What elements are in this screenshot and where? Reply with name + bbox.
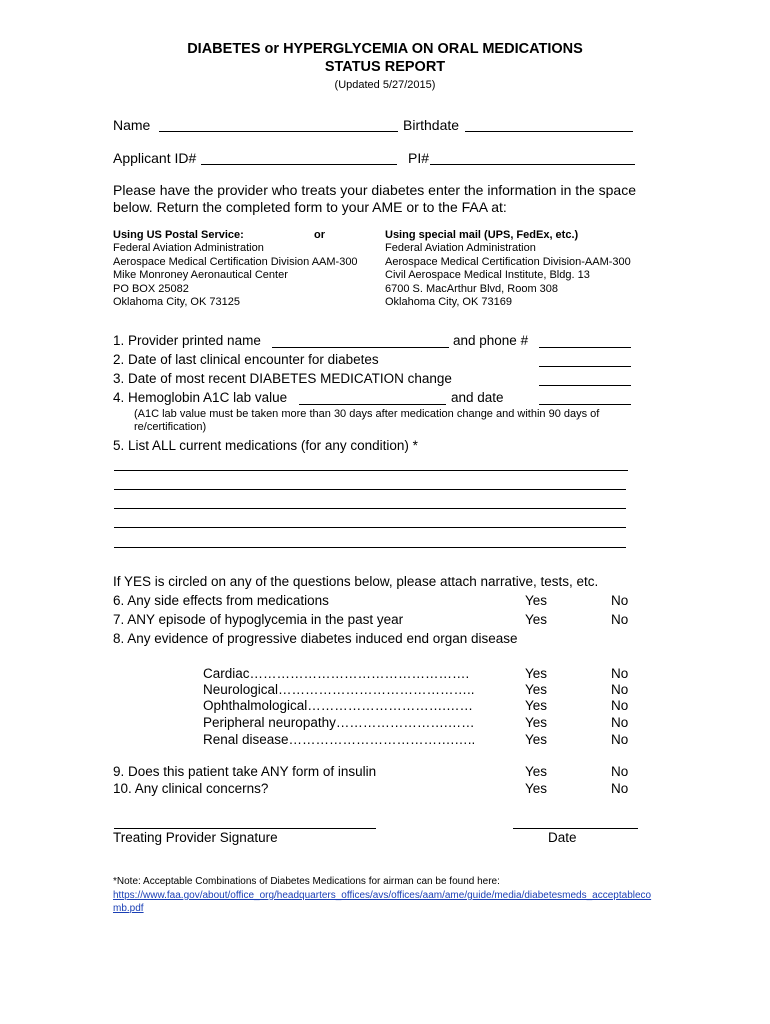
form-title: DIABETES or HYPERGLYCEMIA ON ORAL MEDICATIONS (187, 41, 583, 57)
special-mail-heading: Using special mail (UPS, FedEx, etc.) (385, 229, 579, 241)
provider-name-field[interactable] (272, 347, 449, 348)
faa-link-continued[interactable]: mb.pdf (113, 903, 144, 914)
no-option[interactable]: No (611, 732, 629, 747)
question-4-label: 4. Hemoglobin A1C lab value (113, 390, 288, 405)
birthdate-label: Birthdate (403, 117, 460, 133)
phone-field[interactable] (539, 347, 631, 348)
address-line: Federal Aviation Administration (385, 242, 536, 254)
or-label: or (314, 229, 325, 241)
applicant-id-field[interactable] (201, 164, 397, 165)
address-line: Aerospace Medical Certification Division-AAM-300 (385, 255, 631, 268)
yes-option[interactable]: Yes (525, 781, 548, 796)
faa-link[interactable]: https://www.faa.gov/about/office_org/headquarters_offices/avs/offices/aam/ame/guide/media/diabetesmeds_acceptableco (113, 890, 652, 901)
no-option[interactable]: No (611, 593, 629, 608)
name-field[interactable] (159, 131, 398, 132)
address-line: Oklahoma City, OK 73125 (113, 296, 240, 308)
no-option[interactable]: No (611, 715, 629, 730)
question-5-label: 5. List ALL current medications (for any condition) * (113, 438, 418, 453)
medication-change-field[interactable] (539, 385, 631, 386)
address-line: Civil Aerospace Medical Institute, Bldg. 13 (385, 269, 590, 281)
yes-option[interactable]: Yes (525, 666, 548, 681)
no-option[interactable]: No (611, 698, 629, 713)
question-10-label: 10. Any clinical concerns? (113, 781, 269, 796)
question-3-label: 3. Date of most recent DIABETES MEDICATION change (113, 371, 452, 386)
last-encounter-field[interactable] (539, 366, 631, 367)
a1c-note-line-1: (A1C lab value must be taken more than 30 days after medication change and within 90 days of (134, 408, 600, 420)
yes-option[interactable]: Yes (525, 612, 548, 627)
question-1-label: 1. Provider printed name (113, 333, 261, 348)
a1c-date-field[interactable] (539, 404, 631, 405)
usps-address (113, 242, 358, 310)
no-option[interactable]: No (611, 781, 629, 796)
medication-list-line[interactable] (114, 508, 626, 509)
no-option[interactable]: No (611, 682, 629, 697)
form-subtitle: STATUS REPORT (324, 59, 446, 75)
address-line: PO BOX 25082 (113, 282, 189, 295)
special-address (385, 242, 631, 310)
applicant-id-label: Applicant ID# (113, 150, 197, 166)
medication-list-line[interactable] (114, 470, 628, 471)
intro-line-2: below. Return the completed form to your AME or to the FAA at: (113, 199, 507, 215)
medication-list-line[interactable] (114, 527, 626, 528)
phone-label: and phone # (453, 333, 529, 348)
yes-instruction: If YES is circled on any of the questions below, please attach narrative, tests, etc. (113, 574, 599, 589)
question-7-label: 7. ANY episode of hypoglycemia in the past year (113, 612, 404, 627)
yes-option[interactable]: Yes (525, 715, 548, 730)
address-line: 6700 S. MacArthur Blvd, Room 308 (385, 282, 559, 295)
medication-list-line[interactable] (114, 489, 626, 490)
usps-heading: Using US Postal Service: (113, 229, 244, 241)
date-label: Date (548, 830, 577, 845)
organ-cardiac: Cardiac…………………………………………. (203, 666, 470, 681)
no-option[interactable]: No (611, 666, 629, 681)
yes-option[interactable]: Yes (525, 682, 548, 697)
question-6-label: 6. Any side effects from medications (113, 593, 329, 608)
signature-label: Treating Provider Signature (113, 830, 278, 845)
pi-label: PI# (408, 150, 430, 166)
signature-date-field[interactable] (513, 828, 638, 829)
question-9-label: 9. Does this patient take ANY form of insulin (113, 764, 377, 779)
address-line: Aerospace Medical Certification Division AAM-300 (113, 255, 358, 268)
pi-field[interactable] (430, 164, 635, 165)
birthdate-field[interactable] (465, 131, 633, 132)
a1c-date-label: and date (451, 390, 504, 405)
footer-note: *Note: Acceptable Combinations of Diabetes Medications for airman can be found here: (113, 876, 500, 887)
address-line: Federal Aviation Administration (113, 242, 264, 254)
name-label: Name (113, 117, 151, 133)
no-option[interactable]: No (611, 764, 629, 779)
a1c-note-line-2: re/certification) (134, 421, 207, 433)
organ-neurological: Neurological…………………………………….. (203, 682, 475, 697)
organ-renal: Renal disease……………………………….….. (203, 732, 476, 747)
no-option[interactable]: No (611, 612, 629, 627)
updated-date: (Updated 5/27/2015) (334, 79, 436, 91)
question-8-label: 8. Any evidence of progressive diabetes induced end organ disease (113, 631, 518, 646)
yes-option[interactable]: Yes (525, 732, 548, 747)
organ-peripheral-neuropathy: Peripheral neuropathy…………………….…… (203, 715, 475, 730)
address-line: Mike Monroney Aeronautical Center (113, 269, 288, 281)
medication-list-line[interactable] (114, 547, 626, 548)
yes-option[interactable]: Yes (525, 698, 548, 713)
a1c-value-field[interactable] (299, 404, 446, 405)
question-2-label: 2. Date of last clinical encounter for diabetes (113, 352, 379, 367)
organ-ophthalmological: Ophthalmological………………………….…… (203, 698, 474, 713)
yes-option[interactable]: Yes (525, 764, 548, 779)
intro-line-1: Please have the provider who treats your diabetes enter the information in the space (113, 182, 636, 198)
address-line: Oklahoma City, OK 73169 (385, 296, 512, 308)
yes-option[interactable]: Yes (525, 593, 548, 608)
signature-field[interactable] (114, 828, 376, 829)
